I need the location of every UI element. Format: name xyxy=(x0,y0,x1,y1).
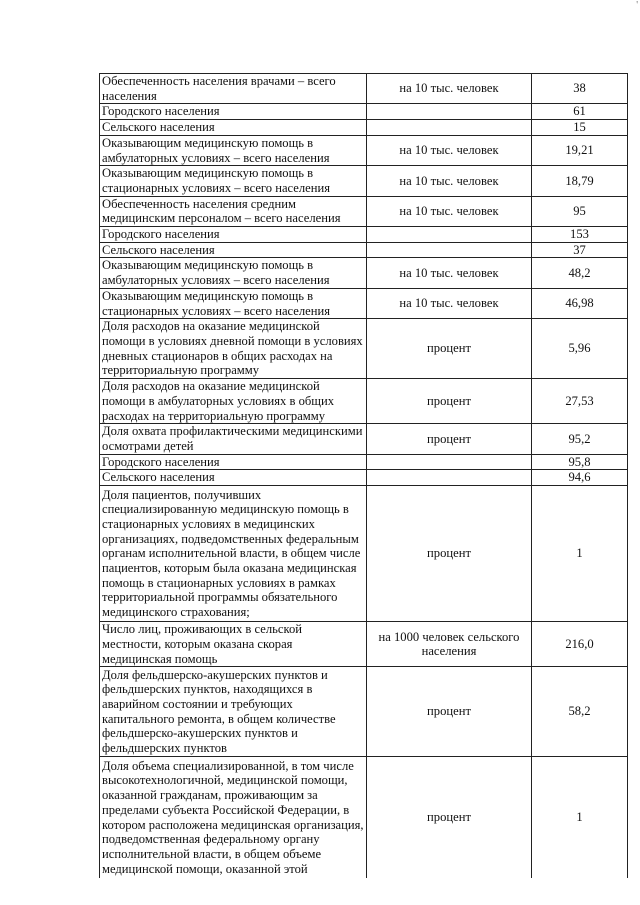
value-cell: 95,8 xyxy=(532,454,628,470)
value-cell: 18,79 xyxy=(532,166,628,196)
value-cell: 15 xyxy=(532,120,628,136)
unit-cell: на 10 тыс. человек xyxy=(367,288,532,318)
indicator-cell: Обеспеченность населения врачами – всего населения xyxy=(100,74,367,104)
indicator-cell: Обеспеченность населения средним медицинским персоналом – всего населения xyxy=(100,196,367,226)
indicator-cell: Оказывающим медицинскую помощь в стационарных условиях – всего населения xyxy=(100,166,367,196)
indicator-cell: Оказывающим медицинскую помощь в амбулаторных условиях – всего населения xyxy=(100,258,367,288)
unit-cell: процент xyxy=(367,424,532,454)
value-cell: 5,96 xyxy=(532,319,628,379)
value-cell: 58,2 xyxy=(532,667,628,757)
indicator-cell: Доля фельдшерско-акушерских пунктов и фельдшерских пунктов, находящихся в аварийном состоянии и требующих капитального ремонта, в общем количестве фельдшерско-акушерских пунктов и фельдшерских пунктов xyxy=(100,667,367,757)
table-row xyxy=(100,74,628,104)
indicator-cell: Доля расходов на оказание медицинской помощи в условиях дневной помощи в условиях дневных стационаров в общих расходах на территориальную программу xyxy=(100,319,367,379)
table-row xyxy=(100,667,628,757)
indicator-cell: Городского населения xyxy=(100,104,367,120)
indicator-cell: Сельского населения xyxy=(100,242,367,258)
unit-cell xyxy=(367,104,532,120)
indicator-cell: Городского населения xyxy=(100,227,367,243)
value-cell: 19,21 xyxy=(532,135,628,165)
indicator-cell: Оказывающим медицинскую помощь в стационарных условиях – всего населения xyxy=(100,288,367,318)
value-cell: 153 xyxy=(532,227,628,243)
table-row xyxy=(100,258,628,288)
value-cell: 46,98 xyxy=(532,288,628,318)
indicators-table xyxy=(99,73,628,878)
indicator-cell: Доля расходов на оказание медицинской помощи в амбулаторных условиях в общих расходах на территориальную программу xyxy=(100,379,367,424)
table-row xyxy=(100,622,628,667)
indicator-cell: Доля пациентов, получивших специализированную медицинскую помощь в стационарных условиях в медицинских организациях, подведомственных федеральным органам исполнительной власти, в общем числе пациентов, которым была оказана медицинская помощь в стационарных условиях в рамках территориальной программы обязательного медицинского страхования; xyxy=(100,486,367,622)
unit-cell: процент xyxy=(367,667,532,757)
value-cell: 37 xyxy=(532,242,628,258)
table-row xyxy=(100,486,628,622)
unit-cell: на 10 тыс. человек xyxy=(367,258,532,288)
unit-cell xyxy=(367,454,532,470)
page-mark: ' xyxy=(636,0,638,11)
table-row xyxy=(100,470,628,486)
value-cell: 216,0 xyxy=(532,622,628,667)
indicator-cell: Доля объема специализированной, в том числе высокотехнологичной, медицинской помощи, оказанной гражданам, проживающим за пределами субъекта Российской Федерации, в котором расположена медицинская организация, подведомственная федеральному органу исполнительной власти, в общем объеме медицинской помощи, оказанной этой xyxy=(100,757,367,878)
table-row xyxy=(100,242,628,258)
table-row xyxy=(100,166,628,196)
table-row xyxy=(100,104,628,120)
unit-cell xyxy=(367,227,532,243)
table-row xyxy=(100,379,628,424)
table-row xyxy=(100,288,628,318)
value-cell: 38 xyxy=(532,74,628,104)
table-row xyxy=(100,454,628,470)
unit-cell: процент xyxy=(367,319,532,379)
value-cell: 48,2 xyxy=(532,258,628,288)
table-row xyxy=(100,424,628,454)
indicator-cell: Оказывающим медицинскую помощь в амбулаторных условиях – всего населения xyxy=(100,135,367,165)
value-cell: 1 xyxy=(532,486,628,622)
unit-cell: на 10 тыс. человек xyxy=(367,196,532,226)
unit-cell: процент xyxy=(367,757,532,878)
value-cell: 95,2 xyxy=(532,424,628,454)
unit-cell: процент xyxy=(367,379,532,424)
value-cell: 94,6 xyxy=(532,470,628,486)
indicator-cell: Сельского населения xyxy=(100,470,367,486)
indicator-cell: Доля охвата профилактическими медицинскими осмотрами детей xyxy=(100,424,367,454)
indicator-cell: Городского населения xyxy=(100,454,367,470)
unit-cell: на 10 тыс. человек xyxy=(367,166,532,196)
value-cell: 27,53 xyxy=(532,379,628,424)
value-cell: 1 xyxy=(532,757,628,878)
indicator-cell: Число лиц, проживающих в сельской местности, которым оказана скорая медицинская помощь xyxy=(100,622,367,667)
table-row xyxy=(100,227,628,243)
unit-cell: процент xyxy=(367,486,532,622)
indicators-table-body xyxy=(100,74,628,878)
unit-cell: на 1000 человек сельского населения xyxy=(367,622,532,667)
indicator-cell: Сельского населения xyxy=(100,120,367,136)
unit-cell xyxy=(367,120,532,136)
unit-cell xyxy=(367,242,532,258)
value-cell: 61 xyxy=(532,104,628,120)
table-row xyxy=(100,135,628,165)
unit-cell: на 10 тыс. человек xyxy=(367,135,532,165)
unit-cell: на 10 тыс. человек xyxy=(367,74,532,104)
table-row xyxy=(100,120,628,136)
table-row xyxy=(100,319,628,379)
unit-cell xyxy=(367,470,532,486)
table-row xyxy=(100,757,628,878)
table-row xyxy=(100,196,628,226)
value-cell: 95 xyxy=(532,196,628,226)
